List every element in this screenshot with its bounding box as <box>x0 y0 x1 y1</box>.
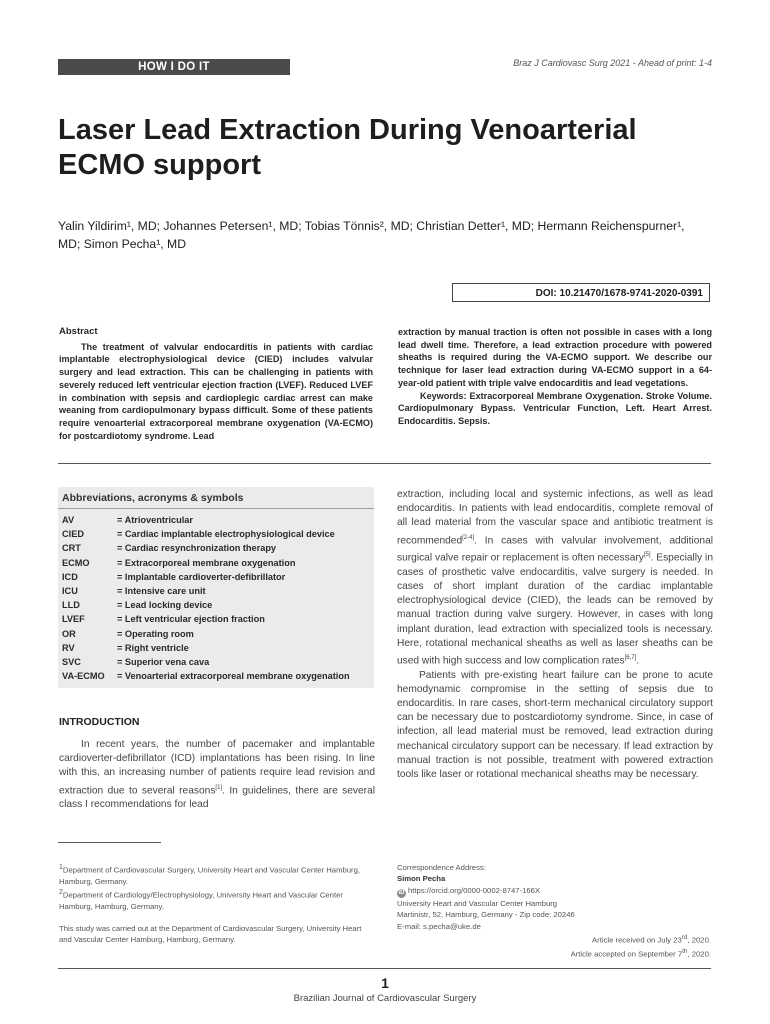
page-number: 1 <box>381 975 389 991</box>
orcid-link[interactable]: https://orcid.org/0000-0002-8747-166X <box>408 885 541 895</box>
abbreviation-term: CIED <box>62 529 84 540</box>
orcid-line <box>397 885 711 898</box>
author-line-1: Yalin Yildirim¹, MD; Johannes Petersen¹, MD; Tobias Tönnis², MD; Christian Detter¹, MD; Hermann Reichenspurner¹, <box>58 219 685 233</box>
abbreviations-list <box>58 509 374 683</box>
author-list <box>58 217 718 253</box>
abbreviation-row <box>58 556 374 570</box>
correspondence-block <box>397 862 711 960</box>
abbreviation-row <box>58 627 374 641</box>
abbreviation-term: RV <box>62 642 75 653</box>
abbreviation-definition: = Venoarterial extracorporeal membrane oxygenation <box>117 671 350 682</box>
abbreviation-term: LLD <box>62 600 80 611</box>
citation-ref[interactable]: [1] <box>215 784 223 791</box>
abstract-column-left <box>59 326 373 442</box>
ordinal-suffix: rd <box>681 934 688 942</box>
intro-paragraph-continued <box>397 488 713 669</box>
intro-p1-tail: . In guidelines, there are several class I recommendations for lead <box>59 785 375 811</box>
body-column-left <box>59 738 375 812</box>
correspondence-email[interactable]: E-mail: s.pecha@uke.de <box>397 921 481 931</box>
affiliation-2-text: Department of Cardiology/Electrophysiology, University Heart and Vascular Center Hamburg, Hamburg, Germany. <box>59 890 343 911</box>
author-line-2: MD; Simon Pecha¹, MD <box>58 237 186 251</box>
abstract-divider <box>58 463 711 464</box>
ordinal-suffix: th <box>682 948 688 955</box>
abbreviation-definition: = Superior vena cava <box>117 656 210 667</box>
correspondence-name: Simon Pecha <box>397 874 446 884</box>
abbreviation-definition: = Cardiac resynchronization therapy <box>117 543 277 554</box>
section-label: HOW I DO IT <box>58 59 290 75</box>
abbreviation-term: ICU <box>62 585 78 596</box>
abbreviation-definition: = Operating room <box>117 628 194 639</box>
abbreviation-row <box>58 669 374 683</box>
abbreviation-term: ECMO <box>62 557 90 568</box>
abstract-text-left: The treatment of valvular endocarditis in patients with cardiac implantable electrophysiological device (CIED) includes valvular surgery and lead extraction. This can be challenging in patients with severely reduced left ventricular ejection fraction (LVEF). Reduced LVEF in combination with sepsis and cardioplegic cardiac arrest can make weaning from cardiopulmonary bypass difficult. Some of these patients require venoarterial extracorporeal membrane oxygenation (VA-ECMO) for postcardiotomy syndrome. Lead <box>59 341 373 441</box>
abstract-text-right: extraction by manual traction is often not possible in cases with a long lead dwell time. Therefore, a lead extraction procedure with powered sheaths is required during the VA-ECMO support. We describe our technique for laser lead extraction during VA-ECMO support in a 64-year-old patient with triple valve endocarditis and lead vegetations. <box>398 327 712 388</box>
abbreviation-definition: = Cardiac implantable electrophysiological device <box>117 529 335 540</box>
abbreviation-row <box>58 570 374 584</box>
abbreviation-definition: = Implantable cardioverter-defibrillator <box>117 571 286 582</box>
abbreviation-term: SVC <box>62 656 81 667</box>
abbreviation-definition: = Left ventricular ejection fraction <box>117 614 265 625</box>
intro-paragraph-1 <box>59 738 375 812</box>
abstract-column-right <box>398 326 712 428</box>
abbreviation-row <box>58 527 374 541</box>
abbreviations-box <box>58 487 374 688</box>
received-text: Article received on July 23 <box>592 935 682 945</box>
received-date <box>397 932 711 946</box>
abbreviation-term: ICD <box>62 571 78 582</box>
intro-text-a: extraction, including local and systemic infections, as well as lead endocarditis. In patients with lead endocarditis, complete removal of all lead material from the vascular space and antibiotic treatment is recommended <box>397 489 713 546</box>
abstract-keywords: Keywords: Extracorporeal Membrane Oxygenation. Stroke Volume. Cardiopulmonary Bypass. Ventricular Function, Left. Heart Arrest. Endocarditis. Sepsis. <box>398 390 712 426</box>
footnote-divider <box>58 842 161 843</box>
intro-p1-text: In recent years, the number of pacemaker and implantable cardioverter-defibrillator (ICD) implantations has been rising. In line with this, an increasing number of patients require lead revision and extraction due to several reasons <box>59 739 375 796</box>
abbreviations-heading: Abbreviations, acronyms & symbols <box>58 487 374 509</box>
affiliation-2 <box>59 887 375 912</box>
footnote-mark: 1 <box>59 864 63 871</box>
accepted-year: , 2020. <box>687 949 711 959</box>
abbreviation-row <box>58 598 374 612</box>
intro-text-c: . Especially in cases of prosthetic valve endocarditis, valve surgery is needed. In cases of short implant duration of the cardiac implantable electrophysiological device (CIED), the leads can be removed by manual traction during valve surgery. However, in cases with long implant duration, lead extraction with specialized tools is necessary. Here, rotational mechanical sheaths as well as laser sheaths can be used with high success and low complication rates <box>397 552 713 667</box>
accepted-date <box>397 946 711 960</box>
received-year: , 2020. <box>687 935 711 945</box>
abbreviation-definition: = Extracorporeal membrane oxygenation <box>117 557 296 568</box>
journal-name: Brazilian Journal of Cardiovascular Surgery <box>293 993 477 1004</box>
study-note: This study was carried out at the Department of Cardiovascular Surgery, University Heart and Vascular Center Hamburg, Hamburg, Germany. <box>59 923 362 945</box>
abbreviation-term: LVEF <box>62 614 85 625</box>
abbreviation-definition: = Lead locking device <box>117 600 213 611</box>
citation-ref[interactable]: [6,7] <box>624 655 637 662</box>
footnote-mark: 2 <box>59 888 63 896</box>
affiliation-footnotes <box>59 862 375 945</box>
introduction-heading: INTRODUCTION <box>59 716 140 728</box>
abstract-heading: Abstract <box>59 326 98 337</box>
abbreviation-term: AV <box>62 515 75 525</box>
article-title: Laser Lead Extraction During Venoarterial ECMO support <box>58 114 637 181</box>
journal-reference: Braz J Cardiovasc Surg 2021 - Ahead of print: 1-4 <box>513 58 712 68</box>
intro-text-d: . <box>636 655 640 667</box>
abbreviation-row <box>58 541 374 555</box>
abbreviation-term: OR <box>62 628 76 639</box>
abbreviation-row <box>58 641 374 655</box>
intro-text-b: . In cases with valvular involvement, additional surgical valve repair or replacement is often necessary <box>397 535 713 564</box>
abbreviation-row <box>58 513 374 527</box>
abbreviation-term: CRT <box>62 543 81 554</box>
affiliation-1 <box>59 862 375 887</box>
abbreviation-term: VA-ECMO <box>62 671 105 682</box>
abbreviation-row <box>58 655 374 669</box>
correspondence-label: Correspondence Address: <box>397 863 486 872</box>
body-column-right <box>397 488 713 782</box>
abbreviation-row <box>58 584 374 598</box>
abbreviation-row <box>58 612 374 626</box>
correspondence-institution: University Heart and Vascular Center Hamburg <box>397 898 558 908</box>
affiliation-1-text: Department of Cardiovascular Surgery, University Heart and Vascular Center Hamburg, Hamburg, Germany. <box>59 865 360 886</box>
doi-box[interactable]: DOI: 10.21470/1678-9741-2020-0391 <box>452 283 710 302</box>
accepted-text: Article accepted on September 7 <box>570 949 683 959</box>
abbreviation-definition: = Intensive care unit <box>117 585 206 596</box>
citation-ref[interactable]: [2-4] <box>462 534 475 541</box>
intro-paragraph-2: Patients with pre-existing heart failure can be prone to acute hemodynamic compromise in the setting of sepsis due to endocarditis. In rare cases, short-term mechanical circulatory support can be necessary due to postcardiotomy syndrome. Since, in case of infection, all lead material must be removed, lead extraction during mechanical circulatory support can be necessary. If lead extraction by manual traction is not possible, treatment with powered extraction tools like laser or rotational mechanical sheaths may be necessary. <box>397 669 713 781</box>
footer-divider <box>58 968 711 969</box>
citation-ref[interactable]: [5] <box>643 552 651 559</box>
abbreviation-definition: = Atrioventricular <box>117 515 193 525</box>
correspondence-address: Martinistr, 52, Hamburg, Germany - Zip code: 20246 <box>397 910 575 920</box>
orcid-icon: iD <box>398 889 405 896</box>
abbreviation-definition: = Right ventricle <box>117 642 189 653</box>
